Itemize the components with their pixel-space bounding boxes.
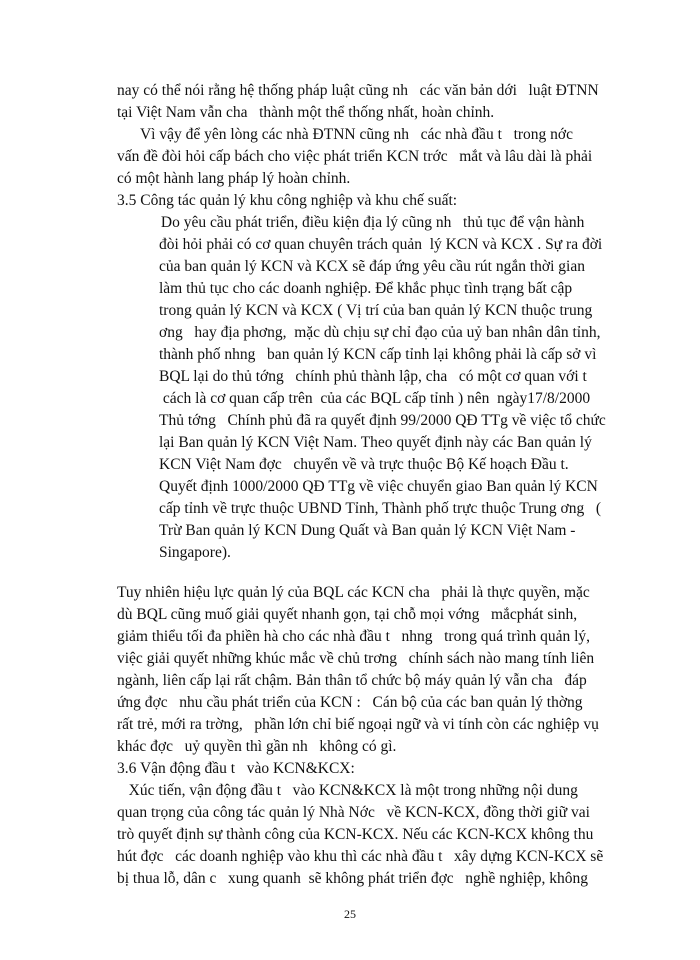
section-3-6-line-1: Xúc tiến, vận động đầu t vào KCN&KCX là một trong những nội dung [117, 782, 578, 799]
para-2-line-2: dù BQL cũng muố giải quyết nhanh gọn, tại chỗ mọi vớng mắcphát sinh, [117, 606, 578, 623]
section-3-5-line-7: thành phố nhng ban quản lý KCN cấp tỉnh lại không phải là cấp sở vì [159, 346, 597, 363]
intro-line-1: nay có thể nói rằng hệ thống pháp luật cũng nh các văn bản dới luật ĐTNN [117, 82, 599, 99]
para-2-line-1: Tuy nhiên hiệu lực quản lý của BQL các KCN cha phải là thực quyền, mặc [117, 584, 590, 601]
section-3-5-line-9: cách là cơ quan cấp trên của các BQL cấp tỉnh ) nên ngày17/8/2000 [159, 390, 591, 407]
intro-line-4: vấn đề đòi hỏi cấp bách cho việc phát triển KCN trớc mắt và lâu dài là phải [117, 148, 593, 165]
para-2-line-7: rất trẻ, mới ra trờng, phần lớn chỉ biế ngoại ngữ và vi tính còn các nghiệp vụ [117, 716, 599, 733]
para-2-line-8: khác đợc uỷ quyền thì gần nh không có gì. [117, 738, 397, 755]
section-3-6-line-4: hút đợc các doanh nghiệp vào khu thì các nhà đầu t xây dựng KCN-KCX sẽ [117, 848, 604, 865]
para-2-line-3: giảm thiểu tối đa phiền hà cho các nhà đầu t nhng trong quá trình quản lý, [117, 628, 591, 645]
section-3-6-heading: 3.6 Vận động đầu t vào KCN&KCX: [117, 760, 355, 777]
section-3-5-line-16: Singapore). [159, 544, 231, 561]
section-3-5-line-12: KCN Việt Nam đợc chuyển về và trực thuộc Bộ Kế hoạch Đầu t. [159, 456, 569, 473]
page-number: 25 [344, 907, 356, 921]
section-3-5-line-3: của ban quản lý KCN và KCX sẽ đáp ứng yêu cầu rút ngắn thời gian [159, 258, 585, 275]
section-3-5-line-5: trong quản lý KCN và KCX ( Vị trí của ban quản lý KCN thuộc trung [159, 302, 593, 319]
section-3-6-line-3: trò quyết định sự thành công của KCN-KCX. Nếu các KCN-KCX không thu [117, 826, 594, 843]
section-3-6-line-5: bị thua lỗ, dân c xung quanh sẽ không phát triển đợc nghề nghiệp, không [117, 870, 588, 887]
section-3-5-line-10: Thủ tớng Chính phủ đã ra quyết định 99/2000 QĐ TTg về việc tổ chức [159, 412, 606, 429]
section-3-5-line-1: Do yêu cầu phát triển, điều kiện địa lý cũng nh thủ tục để vận hành [157, 214, 585, 231]
section-3-5-line-11: lại Ban quản lý KCN Việt Nam. Theo quyết định này các Ban quản lý [159, 434, 592, 451]
intro-line-5: có một hành lang pháp lý hoàn chỉnh. [117, 170, 351, 187]
section-3-5-line-4: làm thủ tục cho các doanh nghiệp. Để khắc phục tình trạng bất cập [159, 280, 573, 297]
section-3-5-line-8: BQL lại do thủ tớng chính phủ thành lập, cha có một cơ quan với t [159, 368, 587, 385]
section-3-5-line-2: đòi hỏi phải có cơ quan chuyên trách quản lý KCN và KCX . Sự ra đời [159, 236, 603, 253]
section-3-5-line-13: Quyết định 1000/2000 QĐ TTg về việc chuyển giao Ban quản lý KCN [159, 478, 598, 495]
intro-line-3: Vì vậy để yên lòng các nhà ĐTNN cũng nh các nhà đầu t trong nớc [117, 126, 573, 143]
section-3-5-heading: 3.5 Công tác quản lý khu công nghiệp và khu chế suất: [117, 192, 458, 209]
section-3-5-line-6: ơng hay địa phơng, mặc dù chịu sự chỉ đạo của uỷ ban nhân dân tỉnh, [159, 324, 601, 341]
section-3-5-line-15: Trừ Ban quản lý KCN Dung Quất và Ban quản lý KCN Việt Nam - [159, 522, 576, 539]
section-3-5-line-14: cấp tỉnh về trực thuộc UBND Tỉnh, Thành phố trực thuộc Trung ơng ( [159, 500, 602, 517]
para-2-line-5: ngành, liên cấp lại rất chậm. Bản thân tổ chức bộ máy quản lý vẫn cha đáp [117, 672, 587, 689]
para-2-line-6: ứng đợc nhu cầu phát triển của KCN : Cán bộ của các ban quản lý thờng [117, 694, 583, 711]
section-3-6-line-2: quan trọng của công tác quản lý Nhà Nớc về KCN-KCX, đồng thời giữ vai [117, 804, 590, 821]
intro-line-2: tại Việt Nam vẫn cha thành một thể thống nhất, hoàn chỉnh. [117, 104, 495, 121]
para-2-line-4: việc giải quyết những khúc mắc về chủ trơng chính sách nào mang tính liên [117, 650, 595, 667]
